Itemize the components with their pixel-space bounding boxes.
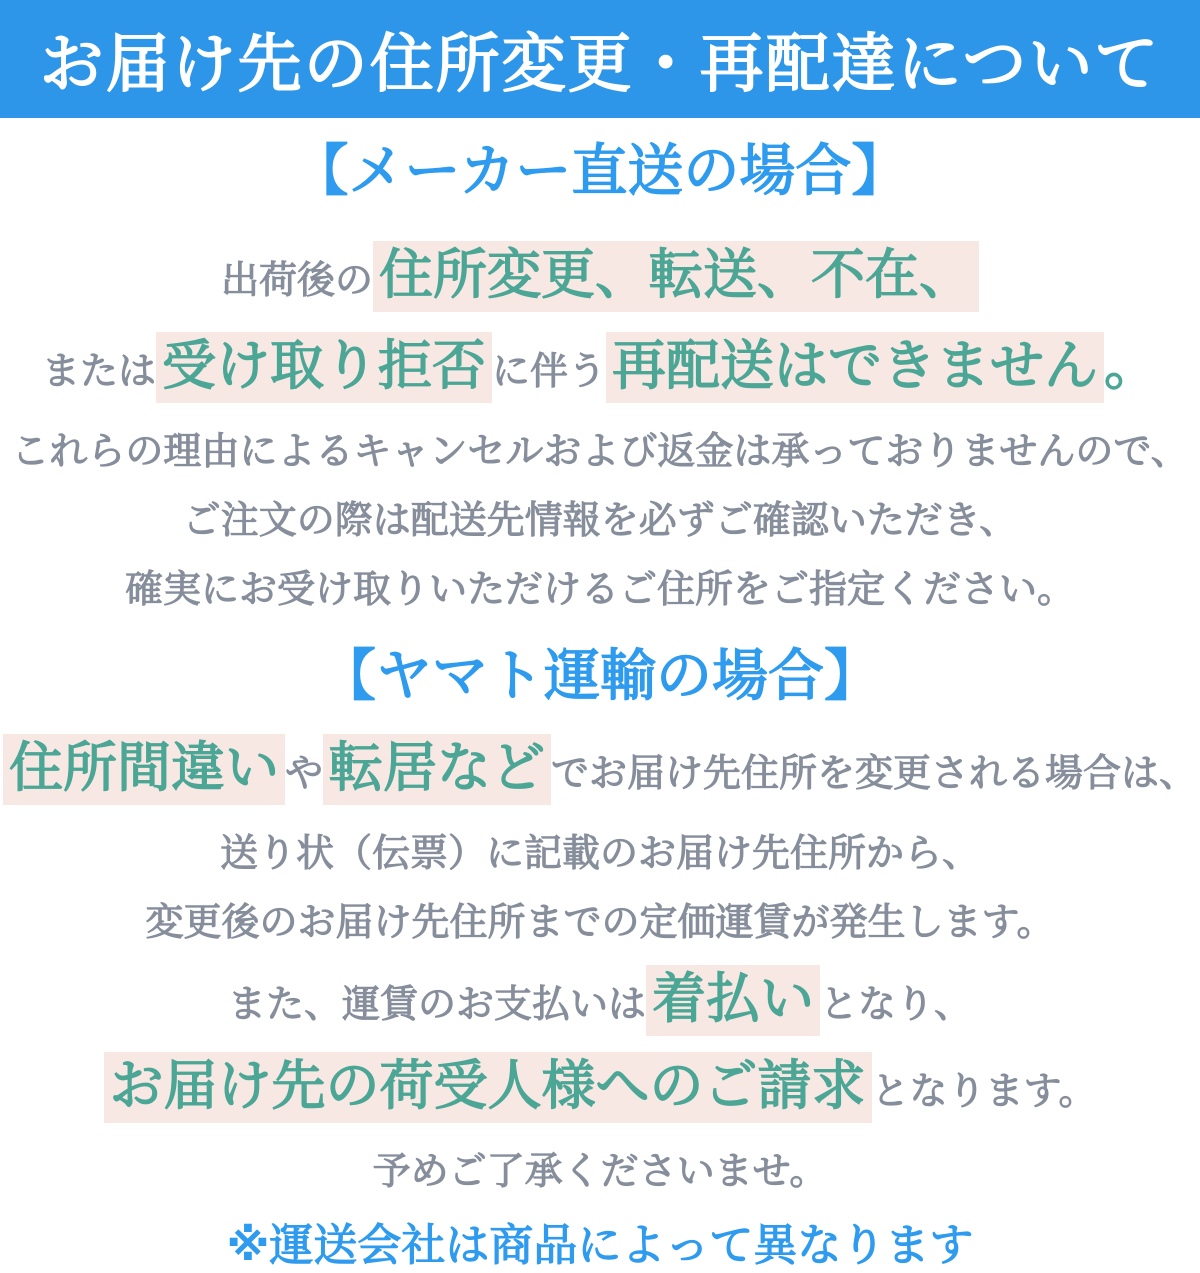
text-segment: 予めご了承くださいませ。 bbox=[372, 1151, 828, 1193]
section2-line1 bbox=[0, 725, 1200, 802]
text-segment: 変更後のお届け先住所までの定価運賃が発生します。 bbox=[145, 902, 1055, 944]
text-segment: ご注文の際は配送先情報を必ずご確認いただき、 bbox=[182, 500, 1018, 542]
section1-title: 【メーカー直送の場合】 bbox=[292, 139, 908, 202]
section2-line5 bbox=[0, 1043, 1200, 1120]
highlighted-text: 住所間違い bbox=[3, 734, 285, 805]
text-segment: や bbox=[284, 753, 323, 795]
text-segment: 送り状（伝票）に記載のお届け先住所から、 bbox=[219, 833, 980, 875]
text-segment: でお届け先住所を変更される場合は、 bbox=[551, 753, 1198, 795]
section1-line4 bbox=[0, 489, 1200, 544]
section2-line6 bbox=[0, 1140, 1200, 1195]
section2-line3 bbox=[0, 891, 1200, 946]
text-segment: これらの理由によるキャンセルおよび返金は承っておりませんので、 bbox=[11, 431, 1189, 473]
section1-line2 bbox=[0, 323, 1200, 400]
section2-line4 bbox=[0, 956, 1200, 1033]
section1-line5 bbox=[0, 558, 1200, 613]
highlighted-text: 住所変更、転送、不在、 bbox=[373, 241, 979, 312]
header-banner bbox=[0, 0, 1200, 118]
text-segment: また、運賃のお支払いは bbox=[227, 984, 646, 1026]
section1-line1 bbox=[0, 232, 1200, 309]
section2-line2 bbox=[0, 822, 1200, 877]
page-title: お届け先の住所変更・再配達について bbox=[39, 28, 1161, 100]
text-segment: となります。 bbox=[871, 1071, 1097, 1113]
highlighted-text: 着払い bbox=[646, 965, 820, 1036]
highlighted-text: お届け先の荷受人様へのご請求 bbox=[104, 1052, 872, 1123]
highlighted-text: 受け取り拒否 bbox=[156, 332, 492, 403]
text-segment: に伴う bbox=[492, 351, 607, 393]
highlighted-text: 転居など bbox=[323, 734, 551, 805]
text-segment: となり、 bbox=[820, 984, 973, 1026]
notice-body bbox=[0, 118, 1200, 1273]
highlighted-text: 再配送はできません bbox=[606, 332, 1104, 403]
carrier-disclaimer: ※運送会社は商品によって異なります bbox=[226, 1221, 974, 1270]
text-segment: または bbox=[41, 351, 156, 393]
text-segment: 出荷後の bbox=[220, 260, 373, 302]
text-segment: 確実にお受け取りいただけるご住所をご指定ください。 bbox=[124, 569, 1075, 611]
section1-line3 bbox=[0, 420, 1200, 475]
text-segment: 。 bbox=[1104, 336, 1159, 396]
section2-title: 【ヤマト運輸の場合】 bbox=[320, 644, 880, 707]
